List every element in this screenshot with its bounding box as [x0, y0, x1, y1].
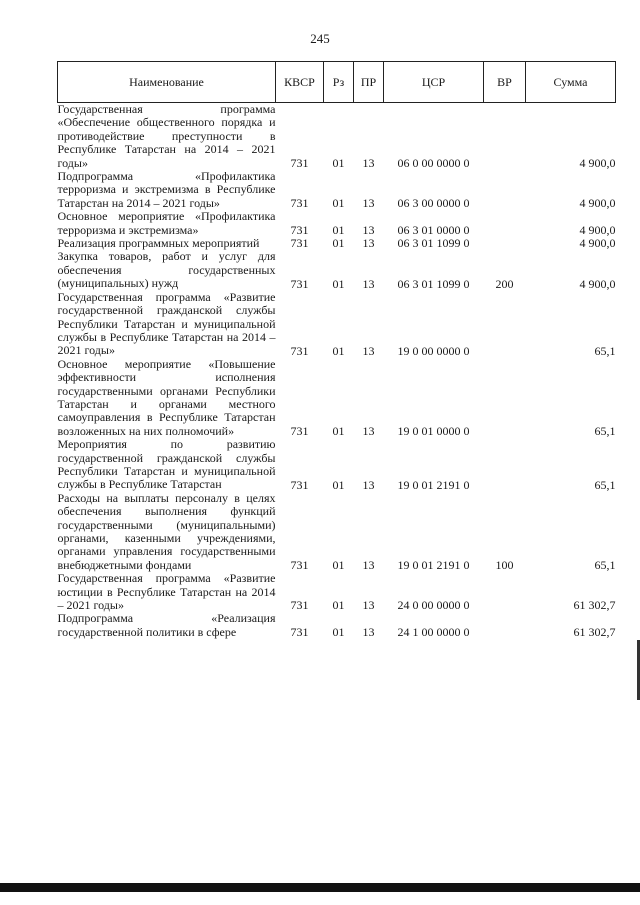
table-row: [58, 358, 616, 438]
cell-rz: 01: [332, 558, 345, 573]
cell-csr: 19 0 01 0000 0: [397, 424, 470, 439]
table-row: [58, 612, 616, 639]
table-row: [58, 492, 616, 572]
header-vr: ВР: [484, 62, 526, 103]
cell-sum: 65,1: [594, 477, 616, 492]
table-row: [58, 237, 616, 250]
cell-vr: [484, 358, 526, 438]
cell-rz: 01: [332, 625, 345, 640]
cell-name: Подпрограмма «Реализация государственной политики в сфере: [57, 611, 276, 639]
cell-name: Подпрограмма «Профилактика терроризма и экстремизма в Республике Татарстан на 2014 – 2021 годы»: [57, 169, 276, 210]
table-row: [58, 291, 616, 358]
cell-name: Государственная программа «Развитие государственной гражданской службы Республики Татарстан и муниципальной службы в Республике Татарстан на 2014 – 2021 годы»: [57, 289, 276, 358]
cell-vr: 100: [495, 558, 514, 573]
cell-name: Государственная программа «Развитие юстиции в Республике Татарстан на 2014 – 2021 годы»: [57, 571, 276, 613]
table-body: [58, 103, 616, 640]
cell-kvsr: 731: [290, 223, 309, 238]
cell-pr: 13: [362, 276, 375, 291]
cell-name: Мероприятия по развитию государственной гражданской службы Республики Татарстан и муниципальной службы в Республике Татарстан: [57, 437, 276, 492]
cell-sum: 4 900,0: [579, 236, 616, 251]
header-sum: Сумма: [526, 62, 616, 103]
cell-pr: 13: [362, 156, 375, 171]
table-row: [58, 103, 616, 171]
cell-pr: 13: [362, 424, 375, 439]
table-header: [58, 62, 616, 103]
cell-kvsr: 731: [290, 343, 309, 358]
cell-vr: [484, 237, 526, 250]
cell-csr: 06 3 01 1099 0: [397, 236, 470, 251]
cell-csr: 24 0 00 0000 0: [397, 598, 470, 613]
cell-sum: 4 900,0: [579, 156, 616, 171]
cell-csr: 06 0 00 0000 0: [397, 156, 470, 171]
cell-rz: 01: [332, 196, 345, 211]
cell-name: Основное мероприятие «Профилактика терроризма и экстремизма»: [57, 209, 276, 237]
cell-rz: 01: [332, 223, 345, 238]
header-csr: ЦСР: [384, 62, 484, 103]
cell-sum: 4 900,0: [579, 223, 616, 238]
header-rz: Рз: [324, 62, 354, 103]
cell-vr: 200: [495, 276, 514, 291]
cell-kvsr: 731: [290, 558, 309, 573]
cell-kvsr: 731: [290, 276, 309, 291]
cell-vr: [484, 291, 526, 358]
scan-bottom-edge: [0, 883, 640, 892]
cell-kvsr: 731: [290, 477, 309, 492]
cell-rz: 01: [332, 598, 345, 613]
cell-name: Расходы на выплаты персоналу в целях обеспечения выполнения функций государственными (муниципальными) органами, казенными учреждениями, органами управления государственными внебюджетными фондами: [57, 490, 276, 572]
cell-kvsr: 731: [290, 625, 309, 640]
cell-pr: 13: [362, 343, 375, 358]
cell-kvsr: 731: [290, 424, 309, 439]
cell-vr: [484, 612, 526, 639]
cell-rz: 01: [332, 156, 345, 171]
cell-kvsr: 731: [290, 598, 309, 613]
cell-pr: 13: [362, 236, 375, 251]
cell-sum: 61 302,7: [573, 598, 616, 613]
cell-name: Основное мероприятие «Повышение эффективности исполнения государственными органами Республики Татарстан и органами местного самоуправления в Республике Татарстан возложенных на них полномочий»: [57, 356, 276, 438]
header-name: Наименование: [58, 62, 276, 103]
cell-vr: [484, 438, 526, 492]
cell-rz: 01: [332, 236, 345, 251]
table-row: [58, 572, 616, 612]
cell-pr: 13: [362, 598, 375, 613]
cell-csr: 06 3 01 0000 0: [397, 223, 470, 238]
cell-sum: 65,1: [594, 558, 616, 573]
cell-vr: [484, 103, 526, 171]
budget-table: [57, 61, 616, 639]
table-row: [58, 210, 616, 237]
cell-pr: 13: [362, 196, 375, 211]
cell-vr: [484, 572, 526, 612]
cell-csr: 24 1 00 0000 0: [397, 625, 470, 640]
cell-kvsr: 731: [290, 196, 309, 211]
table-row: [58, 170, 616, 210]
header-kvsr: КВСР: [276, 62, 324, 103]
cell-pr: 13: [362, 558, 375, 573]
table-row: [58, 250, 616, 290]
cell-csr: 19 0 00 0000 0: [397, 343, 470, 358]
cell-pr: 13: [362, 223, 375, 238]
cell-csr: 19 0 01 2191 0: [397, 558, 470, 573]
cell-name: Реализация программных мероприятий: [57, 236, 260, 251]
cell-csr: 06 3 01 1099 0: [397, 276, 470, 291]
cell-pr: 13: [362, 625, 375, 640]
cell-sum: 65,1: [594, 343, 616, 358]
cell-sum: 4 900,0: [579, 196, 616, 211]
cell-vr: [484, 170, 526, 210]
cell-rz: 01: [332, 477, 345, 492]
header-pr: ПР: [354, 62, 384, 103]
cell-sum: 65,1: [594, 424, 616, 439]
cell-pr: 13: [362, 477, 375, 492]
cell-rz: 01: [332, 276, 345, 291]
table-row: [58, 438, 616, 492]
cell-sum: 4 900,0: [579, 276, 616, 291]
cell-csr: 19 0 01 2191 0: [397, 477, 470, 492]
page-number: 245: [310, 31, 330, 46]
cell-csr: 06 3 00 0000 0: [397, 196, 470, 211]
cell-name: Закупка товаров, работ и услуг для обеспечения государственных (муниципальных) нужд: [57, 249, 276, 291]
cell-vr: [484, 210, 526, 237]
cell-sum: 61 302,7: [573, 625, 616, 640]
cell-rz: 01: [332, 424, 345, 439]
cell-kvsr: 731: [290, 236, 309, 251]
cell-name: Государственная программа «Обеспечение общественного порядка и противодействие преступности в Республике Татарстан на 2014 – 2021 годы»: [57, 102, 276, 170]
cell-rz: 01: [332, 343, 345, 358]
cell-kvsr: 731: [290, 156, 309, 171]
